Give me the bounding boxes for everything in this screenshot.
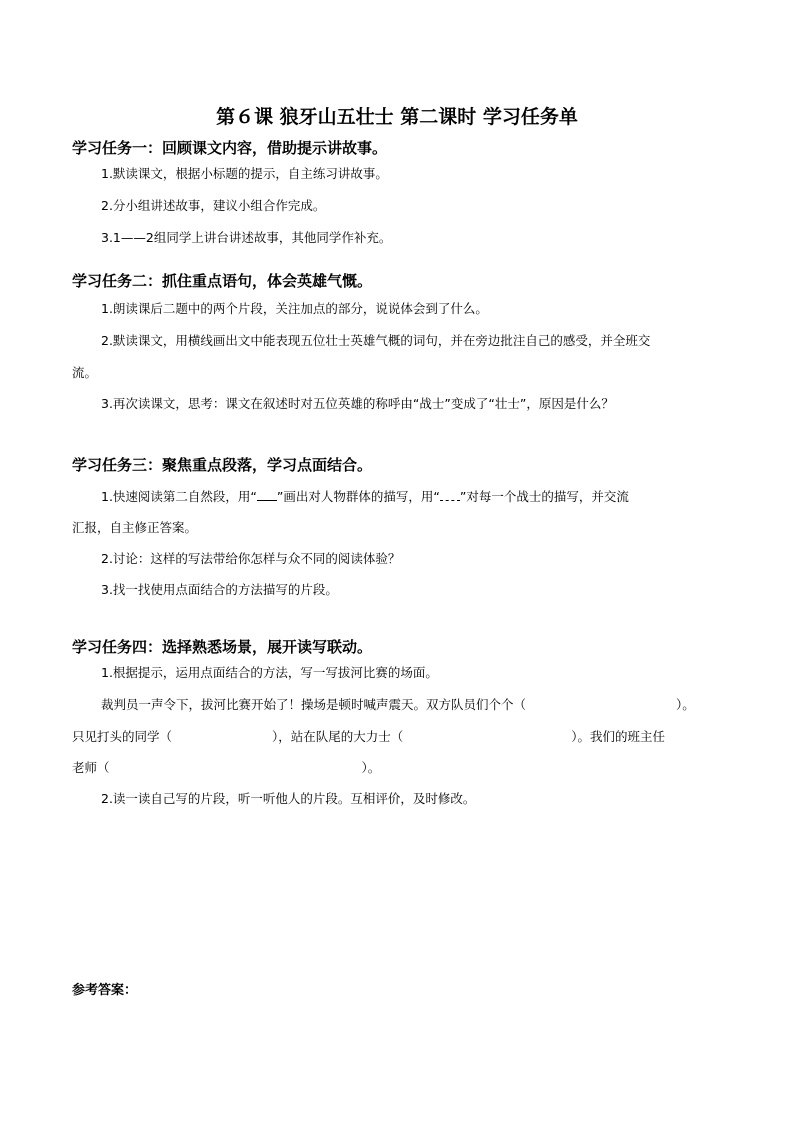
task3-item-1 <box>101 488 629 506</box>
paragraph-text-2b: ），站在队尾的大力士（ <box>272 729 404 744</box>
writing-paragraph-line-3 <box>72 759 380 777</box>
writing-paragraph-line-2 <box>72 728 665 746</box>
task1-item-2: 2.分小组讲述故事，建议小组合作完成。 <box>101 198 326 213</box>
page-title: 第６课 狼牙山五壮士 第二课时 学习任务单 <box>216 106 578 128</box>
task3-heading: 学习任务三：聚焦重点段落，学习点面结合。 <box>72 456 373 474</box>
task3-item-1-cont: 汇报，自主修正答案。 <box>72 520 198 535</box>
task3-item-3: 3.找一找使用点面结合的方法描写的片段。 <box>101 582 338 597</box>
task3-item-1-part-a: 1.快速阅读第二自然段，用“ <box>101 489 257 504</box>
dashed-underline-blank <box>440 488 460 501</box>
task2-heading: 学习任务二：抓住重点语句，体会英雄气慨。 <box>72 272 373 290</box>
paragraph-text-2a: 只见打头的同学（ <box>72 729 173 744</box>
task4-item-2: 2.读一读自己写的片段，听一听他人的片段。互相评价，及时修改。 <box>101 791 476 806</box>
task1-item-3: 3.1——2组同学上讲台讲述故事，其他同学作补充。 <box>101 230 392 245</box>
reference-answers-heading: 参考答案： <box>72 983 138 998</box>
writing-paragraph-line-1 <box>101 696 695 714</box>
task1-item-1: 1.默读课文，根据小标题的提示，自主练习讲故事。 <box>101 166 388 181</box>
task2-item-2: 2.默读课文，用横线画出文中能表现五位壮士英雄气概的词句，并在旁边批注自己的感受，并全班交 <box>101 333 651 348</box>
task4-item-1: 1.根据提示，运用点面结合的方法，写一写拔河比赛的场面。 <box>101 665 438 680</box>
task3-item-1-part-b: ”画出对人物群体的描写，用“ <box>276 489 440 504</box>
task2-item-3: 3.再次读课文，思考：课文在叙述时对五位英雄的称呼由“战士”变成了“壮士”，原因是什么？ <box>101 396 614 411</box>
paragraph-text-3a: 老师（ <box>72 760 110 775</box>
task1-heading: 学习任务一：回顾课文内容，借助提示讲故事。 <box>72 139 388 157</box>
task3-item-1-part-c: ”对每一个战士的描写，并交流 <box>459 489 629 504</box>
task2-item-1: 1.朗读课后二题中的两个片段，关注加点的部分，说说体会到了什么。 <box>101 301 488 316</box>
paragraph-text-1a: 裁判员一声令下，拔河比赛开始了！操场是顿时喊声震天。双方队员们个个（ <box>101 697 527 712</box>
task3-item-2: 2.讨论：这样的写法带给你怎样与众不同的阅读体验？ <box>101 551 401 566</box>
paragraph-text-1b: ）。 <box>676 697 695 712</box>
solid-underline-blank <box>257 488 277 501</box>
paragraph-text-3b: ）。 <box>361 760 381 775</box>
task2-item-2-cont: 流。 <box>72 365 98 380</box>
paragraph-text-2c: ）。我们的班主任 <box>571 729 666 744</box>
task4-heading: 学习任务四：选择熟悉场景，展开读写联动。 <box>72 638 373 656</box>
